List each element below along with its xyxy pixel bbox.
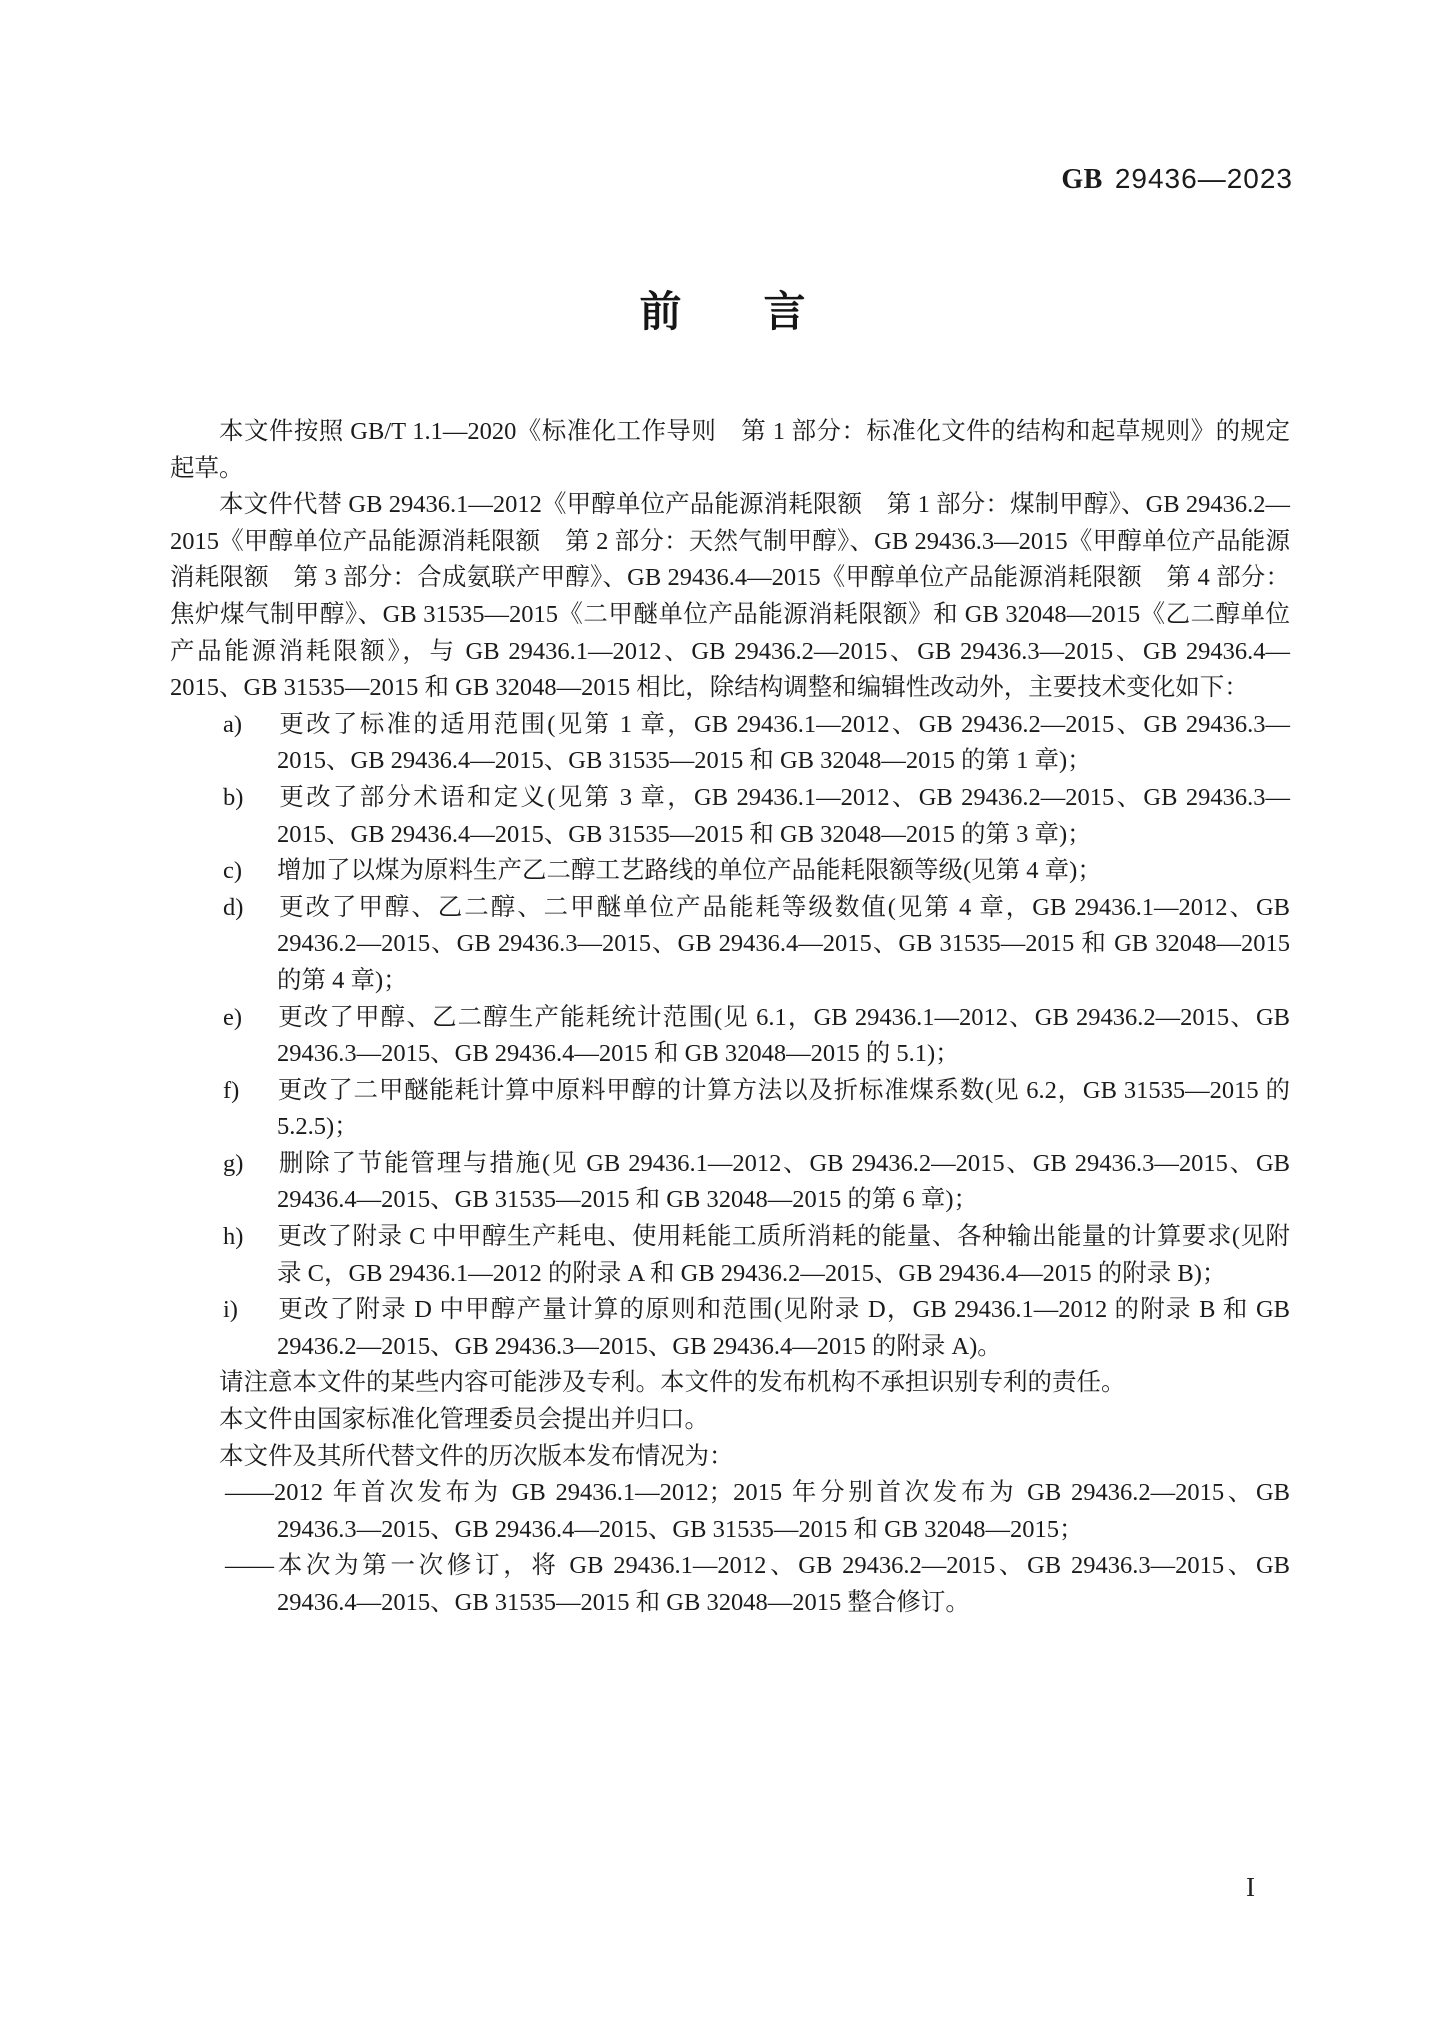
paragraph-patent-note: 请注意本文件的某些内容可能涉及专利。本文件的发布机构不承担识别专利的责任。 [219, 1369, 1126, 1397]
change-item-label: f) [223, 1076, 240, 1104]
page-title-char-2: 言 [763, 288, 806, 335]
foreword-body [170, 414, 1290, 1622]
paragraph-history-intro: 本文件及其所代替文件的历次版本发布情况为： [219, 1442, 734, 1470]
change-item-label: a) [223, 710, 243, 738]
history-item-first-publication: ——2012 年首次发布为 GB 29436.1—2012；2015 年分别首次发布为 GB 29436.2—2015、GB 29436.3—2015、GB 29436.4—2015、GB 31535—2015 和 GB 32048—2015； [225, 1479, 1290, 1543]
change-item-f [170, 1073, 1290, 1146]
change-item-text: 更改了附录 D 中甲醇产量计算的原则和范围(见附录 D，GB 29436.1—2012 的附录 B 和 GB 29436.2—2015、GB 29436.3—2015、GB 29436.4—2015 的附录 A)。 [277, 1296, 1290, 1360]
change-item-label: h) [223, 1223, 244, 1251]
change-item-d [170, 890, 1290, 1000]
standard-code-prefix: GB [1061, 164, 1103, 195]
change-item-c [170, 853, 1290, 890]
page-title-char-1: 前 [639, 288, 682, 335]
change-item-text: 更改了甲醇、乙二醇生产能耗统计范围(见 6.1，GB 29436.1—2012、GB 29436.2—2015、GB 29436.3—2015、GB 29436.4—2015 和 GB 32048—2015 的 5.1)； [277, 1003, 1290, 1068]
change-item-i [170, 1292, 1290, 1365]
change-item-b [170, 780, 1290, 853]
change-item-label: d) [223, 893, 244, 921]
change-item-text: 删除了节能管理与措施(见 GB 29436.1—2012、GB 29436.2—2015、GB 29436.3—2015、GB 29436.4—2015、GB 31535—2015 和 GB 32048—2015 的第 6 章)； [277, 1149, 1290, 1214]
change-item-label: b) [223, 783, 244, 811]
change-item-h [170, 1219, 1290, 1292]
change-item-text: 更改了二甲醚能耗计算中原料甲醇的计算方法以及折标准煤系数(见 6.2，GB 31535—2015 的 5.2.5)； [277, 1076, 1290, 1141]
standard-code-number: 29436—2023 [1114, 163, 1293, 194]
standard-code [1061, 164, 1293, 195]
change-item-label: e) [223, 1003, 243, 1031]
change-item-g [170, 1146, 1290, 1219]
paragraph-issuer: 本文件由国家标准化管理委员会提出并归口。 [219, 1406, 709, 1434]
page-number: I [1246, 1872, 1255, 1902]
paragraph-replaced-standards: 本文件代替 GB 29436.1—2012《甲醇单位产品能源消耗限额 第 1 部分：煤制甲醇》、GB 29436.2—2015《甲醇单位产品能源消耗限额 第 2 部分：天然气制甲醇》、GB 29436.3—2015《甲醇单位产品能源消耗限额 第 3 部分：合成氨联产甲醇》、GB 29436.4—2015《甲醇单位产品能源消耗限额 第 4 部分：焦炉煤气制甲醇》、GB 31535—2015《二甲醚单位产品能源消耗限额》和 GB 32048—2015《乙二醇单位产品能源消耗限额》，与 GB 29436.1—2012、GB 29436.2—2015、GB 29436.3—2015、GB 29436.4—2015、GB 31535—2015 和 GB 32048—2015 相比，除结构调整和编辑性改动外，主要技术变化如下： [170, 491, 1290, 702]
history-item-first-revision: ——本次为第一次修订，将 GB 29436.1—2012、GB 29436.2—2015、GB 29436.3—2015、GB 29436.4—2015、GB 31535—2015 和 GB 32048—2015 整合修订。 [225, 1552, 1290, 1616]
change-item-e [170, 1000, 1290, 1073]
change-item-label: i) [223, 1296, 238, 1324]
change-item-text: 更改了部分术语和定义(见第 3 章，GB 29436.1—2012、GB 29436.2—2015、GB 29436.3—2015、GB 29436.4—2015、GB 31535—2015 和 GB 32048—2015 的第 3 章)； [277, 783, 1290, 848]
change-item-text: 增加了以煤为原料生产乙二醇工艺路线的单位产品能耗限额等级(见第 4 章)； [277, 857, 1102, 885]
change-item-text: 更改了甲醇、乙二醇、二甲醚单位产品能耗等级数值(见第 4 章，GB 29436.1—2012、GB 29436.2—2015、GB 29436.3—2015、GB 29436.4—2015、GB 31535—2015 和 GB 32048—2015 的第 4 章)； [277, 893, 1290, 994]
paragraph-drafting-basis: 本文件按照 GB/T 1.1—2020《标准化工作导则 第 1 部分：标准化文件的结构和起草规则》的规定起草。 [170, 418, 1290, 482]
page-title [0, 288, 1445, 336]
change-item-a [170, 707, 1290, 780]
change-item-text: 更改了附录 C 中甲醇生产耗电、使用耗能工质所消耗的能量、各种输出能量的计算要求(见附录 C，GB 29436.1—2012 的附录 A 和 GB 29436.2—2015、GB 29436.4—2015 的附录 B)； [277, 1223, 1290, 1287]
change-item-text: 更改了标准的适用范围(见第 1 章，GB 29436.1—2012、GB 29436.2—2015、GB 29436.3—2015、GB 29436.4—2015、GB 31535—2015 和 GB 32048—2015 的第 1 章)； [277, 710, 1290, 775]
change-item-label: c) [223, 857, 243, 885]
change-item-label: g) [223, 1149, 244, 1177]
